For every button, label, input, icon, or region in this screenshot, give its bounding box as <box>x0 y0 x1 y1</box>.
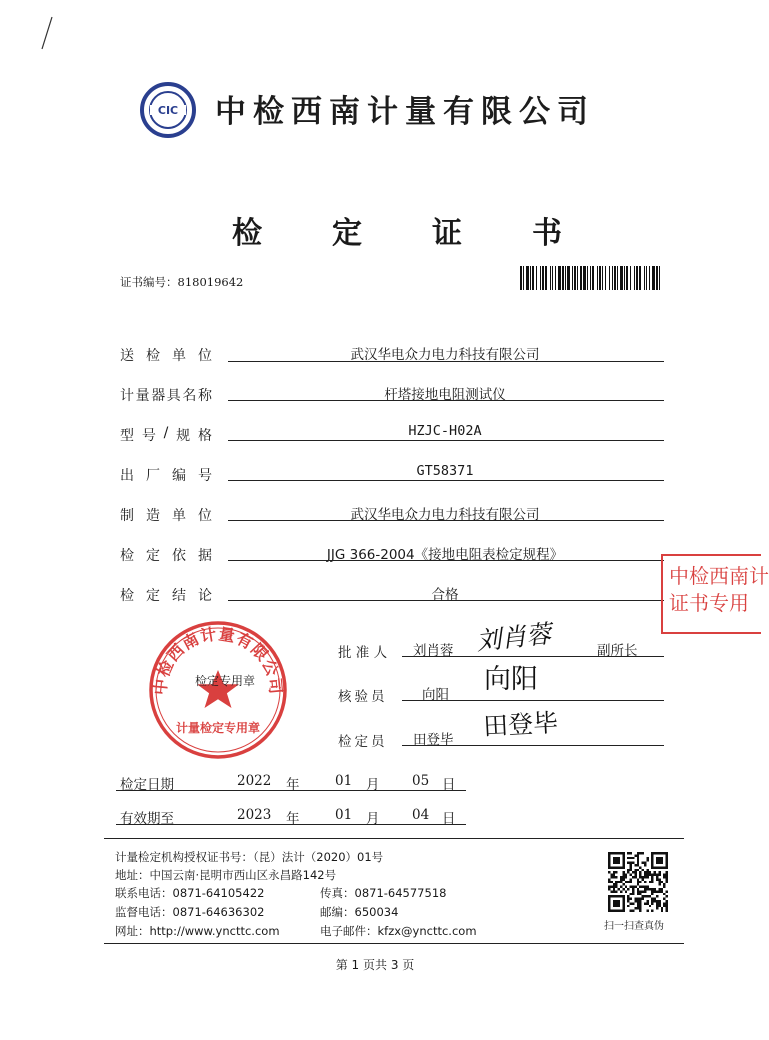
field-underline <box>228 600 664 601</box>
field-label-serial: 出 厂 编 号 <box>120 468 212 484</box>
month-unit: 月 <box>366 777 380 793</box>
qr-code-icon[interactable] <box>608 852 668 912</box>
authorization-number: 计量检定机构授权证书号：（昆）法计（2020）01号 <box>115 850 384 864</box>
footer-divider <box>104 838 684 839</box>
field-label-client: 送 检 单 位 <box>120 348 212 364</box>
field-underline <box>228 400 664 401</box>
year-unit: 年 <box>286 777 300 793</box>
certificate-number-label: 证书编号： <box>120 275 178 289</box>
field-label-conclusion: 检 定 结 论 <box>120 588 212 604</box>
fax: 传真：0871-64577518 <box>320 886 447 900</box>
document-title <box>232 208 562 252</box>
verification-month: 01 <box>335 773 353 789</box>
certificate-number <box>120 274 243 290</box>
field-value-serial: GT58371 <box>416 463 474 479</box>
cic-logo-icon <box>140 82 196 138</box>
field-value-basis: JJG 366-2004《接地电阻表检定规程》 <box>326 547 564 563</box>
field-label-manufacturer: 制 造 单 位 <box>120 508 212 524</box>
verifier-underline <box>402 700 664 701</box>
title-char: 书 <box>532 216 562 251</box>
field-underline <box>228 361 664 362</box>
approver-signature: 刘肖蓉 <box>474 619 553 656</box>
field-label-instrument: 计 量 器 具 名 称 <box>120 388 212 404</box>
verifier-label: 核验员 <box>338 689 388 705</box>
verification-year: 2022 <box>237 773 272 789</box>
verifier-signature: 向阳 <box>484 664 538 695</box>
valid-until-day: 04 <box>412 807 430 823</box>
field-value-instrument: 杆塔接地电阻测试仪 <box>384 387 506 403</box>
field-label-basis: 检 定 依 据 <box>120 548 212 564</box>
title-char: 定 <box>332 216 362 251</box>
contact-phone: 联系电话：0871-64105422 <box>115 886 265 900</box>
inspector-label: 检定员 <box>338 734 388 750</box>
verifier-name: 向阳 <box>422 687 449 703</box>
title-char: 检 <box>232 216 262 251</box>
field-underline <box>228 440 664 441</box>
address: 地址：中国云南·昆明市西山区永昌路142号 <box>115 868 337 882</box>
seal-label: 检定专用章 <box>195 674 256 688</box>
date-underline <box>116 790 466 791</box>
field-underline <box>228 520 664 521</box>
qr-caption: 扫一扫查真伪 <box>604 921 664 932</box>
edge-pen-mark <box>40 16 54 50</box>
logo-text: CIC <box>157 104 179 117</box>
email-link[interactable]: 电子邮件：kfzx@yncttc.com <box>320 924 477 938</box>
month-unit: 月 <box>366 811 380 827</box>
certificate-number-value: 818019642 <box>177 275 244 289</box>
inspector-signature: 田登毕 <box>482 708 559 741</box>
approver-title: 副所长 <box>597 643 638 659</box>
field-value-manufacturer: 武汉华电众力电力科技有限公司 <box>350 507 540 523</box>
valid-until-label: 有效期至 <box>120 811 174 827</box>
field-value-client: 武汉华电众力电力科技有限公司 <box>350 347 540 363</box>
field-label-model: 型 号 / 规 格 <box>120 425 212 444</box>
postcode: 邮编：650034 <box>320 905 399 919</box>
website-link[interactable]: 网址：http://www.yncttc.com <box>115 924 280 938</box>
approver-name: 刘肖蓉 <box>413 643 454 659</box>
day-unit: 日 <box>442 777 456 793</box>
page-number: 第 1 页共 3 页 <box>335 958 415 972</box>
footer-divider <box>104 943 684 944</box>
verification-day: 05 <box>412 773 430 789</box>
field-underline <box>228 560 664 561</box>
field-value-conclusion: 合格 <box>431 587 459 603</box>
title-char: 证 <box>432 216 462 251</box>
supervision-phone: 监督电话：0871-64636302 <box>115 905 265 919</box>
barcode-icon <box>520 266 660 290</box>
day-unit: 日 <box>442 811 456 827</box>
seal-round-text: 中检西南计量有限公司 <box>150 624 286 696</box>
inspector-name: 田登毕 <box>413 732 454 748</box>
year-unit: 年 <box>286 811 300 827</box>
date-underline <box>116 824 466 825</box>
inspector-underline <box>402 745 664 746</box>
verification-date-label: 检定日期 <box>120 777 174 793</box>
valid-until-month: 01 <box>335 807 353 823</box>
seal-round-inner-text: 计量检定专用章 <box>175 721 261 735</box>
field-value-model: HZJC-H02A <box>408 423 482 439</box>
valid-until-year: 2023 <box>237 807 272 823</box>
approver-label: 批 准 人 <box>338 645 388 661</box>
company-name: 中检西南计量有限公司 <box>215 94 595 130</box>
certificate-seal-stamp: 中检西南计 证书专用 <box>661 554 761 634</box>
field-underline <box>228 480 664 481</box>
verification-seal-stamp <box>148 620 288 760</box>
